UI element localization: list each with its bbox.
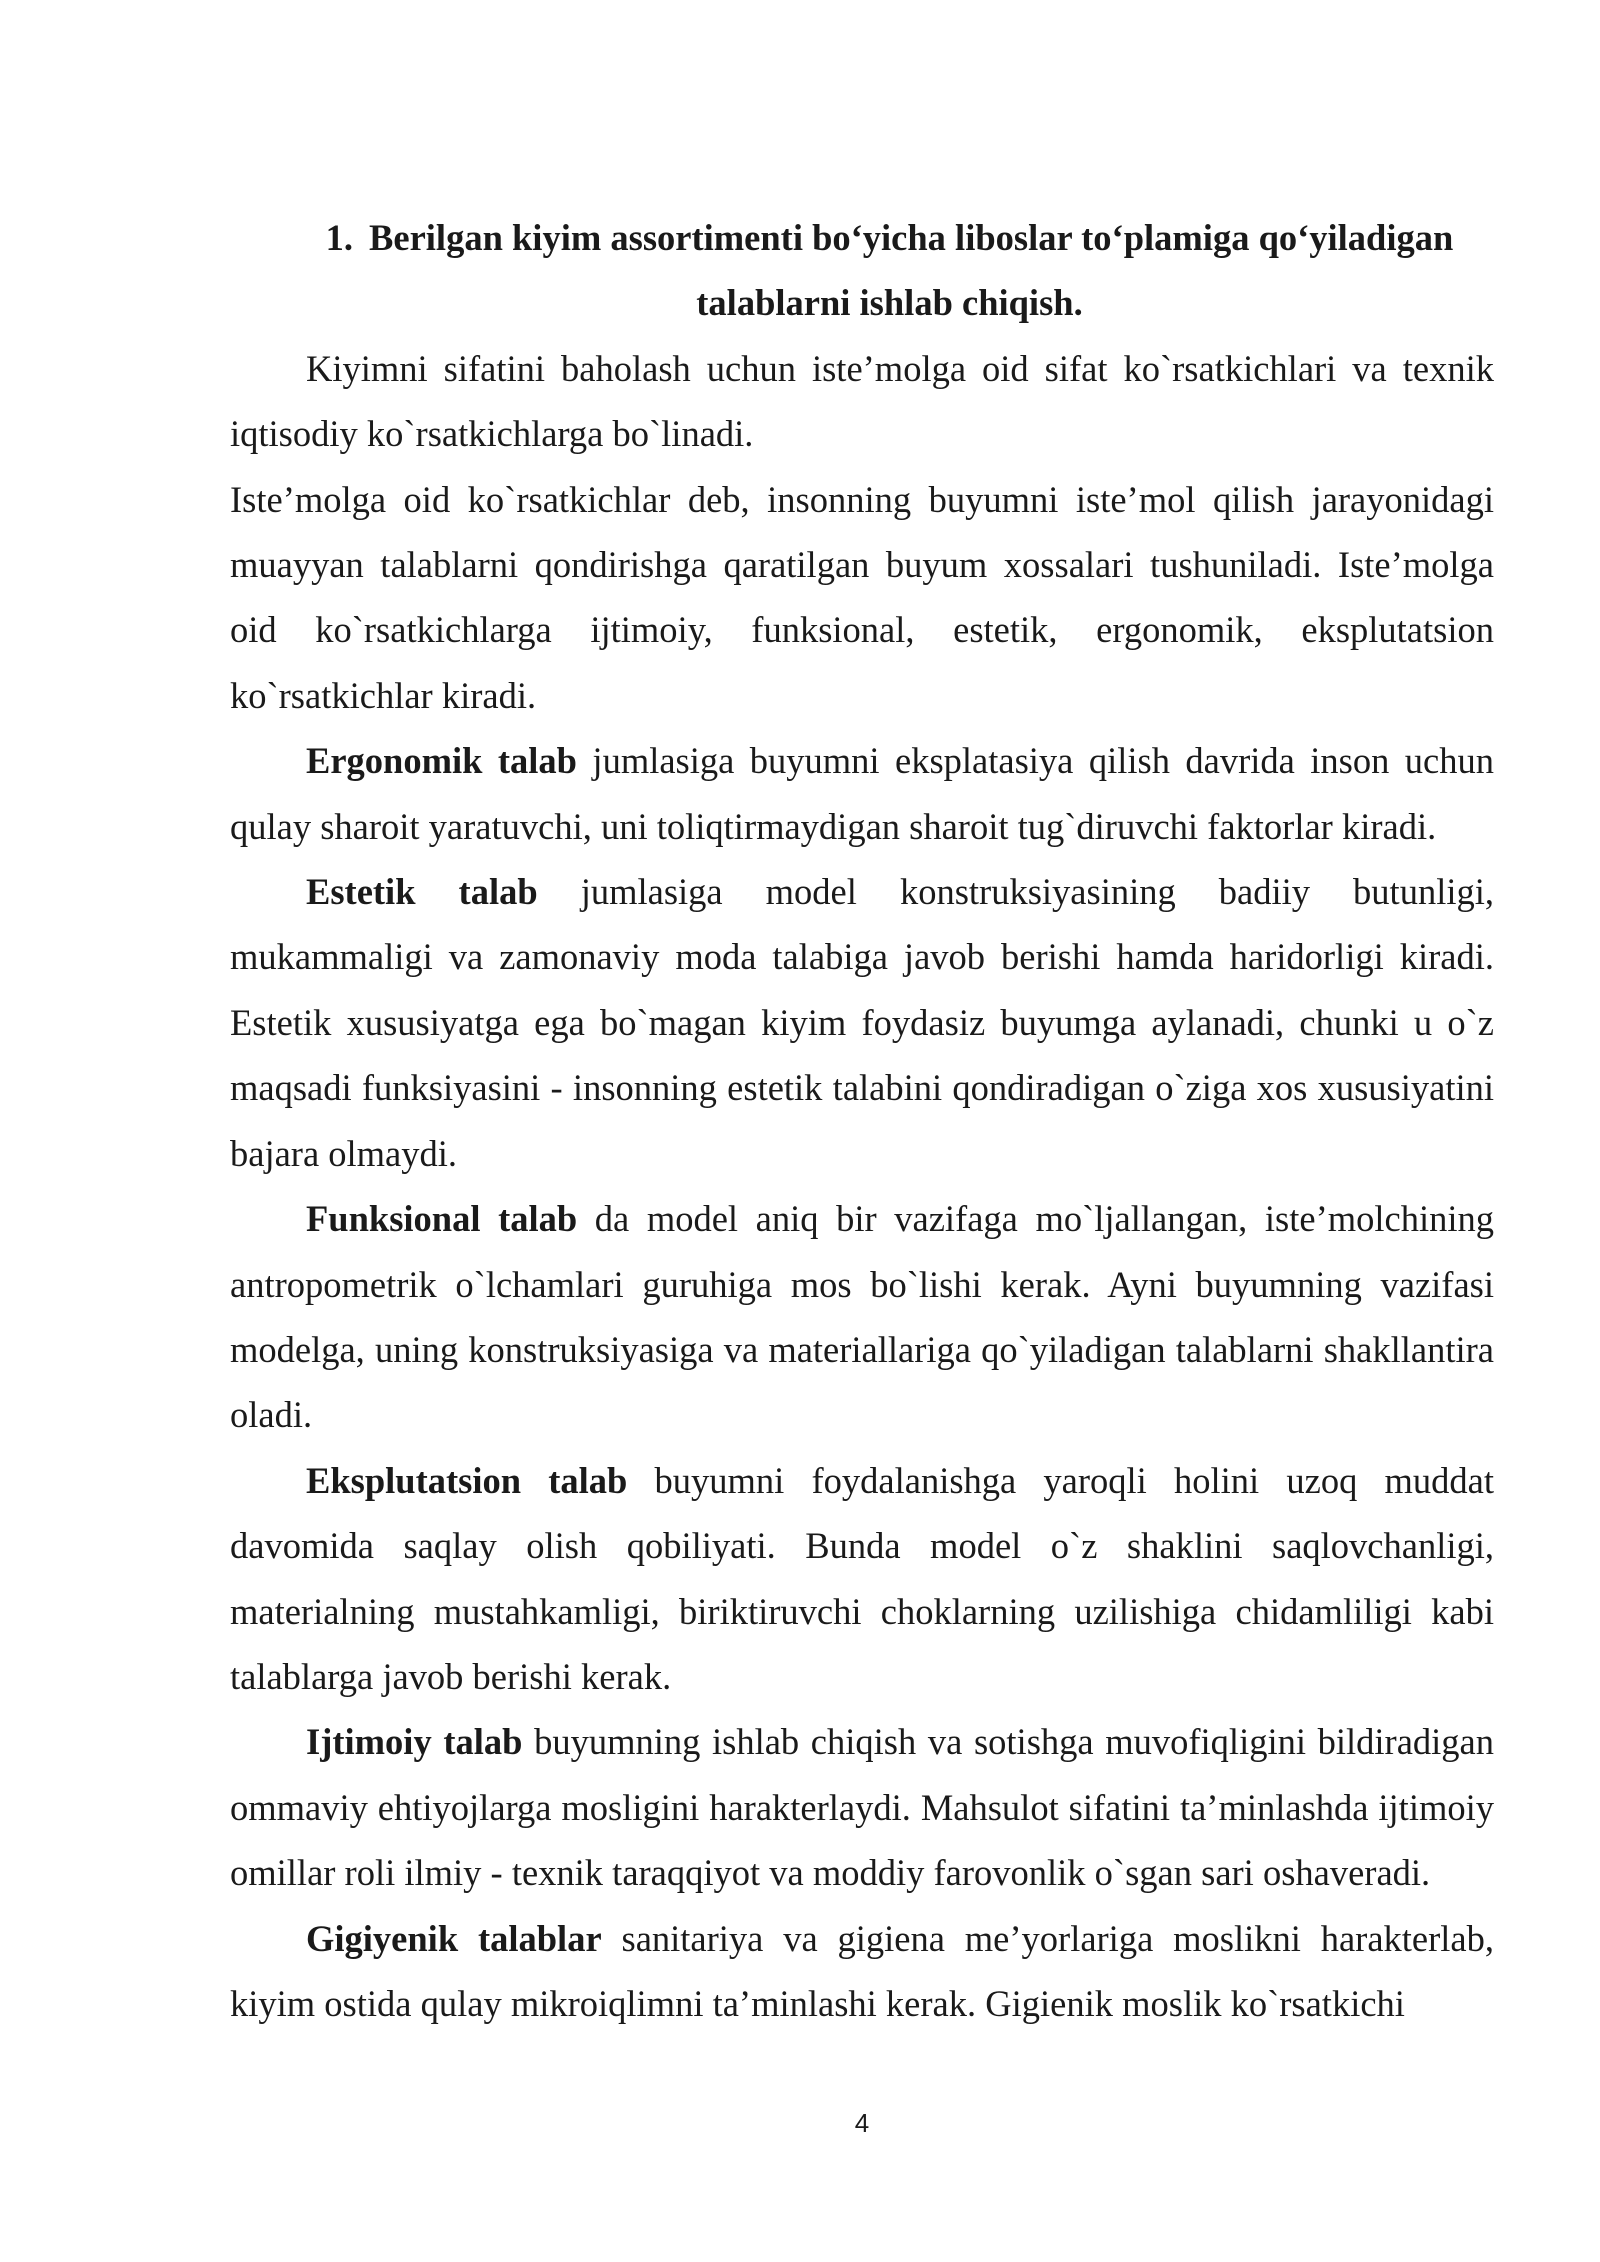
document-page: [230, 205, 1494, 2036]
heading-number: 1.: [325, 217, 354, 258]
aesthetic-paragraph: [230, 859, 1494, 1186]
term-label: Gigiyenik talablar: [306, 1917, 602, 1959]
term-description: buyumni foydalanishga yaroqli holini uzoq muddat davomida saqlay olish qobiliyati. Bunda model o`z shaklini saqlovchanligi, materialning mustahkamligi, biriktiruvchi choklarning uzilishiga chidamliligi kabi talablarga javob berishi kerak.: [230, 1459, 1494, 1697]
heading-text: Berilgan kiyim assortimenti bo‘yicha liboslar to‘plamiga qo‘yiladigan talablarni ishlab chiqish.: [369, 217, 1454, 324]
section-heading: [230, 205, 1494, 336]
term-description: jumlasiga model konstruksiyasining badiiy butunligi, mukammaligi va zamonaviy moda talabiga javob berishi hamda haridorligi kiradi. Estetik xususiyatga ega bo`magan kiyim foydasiz buyumga aylanadi, chunki u o`z maqsadi funksiyasini - insonning estetik talabini qondiradigan o`ziga xos xususiyatini bajara olmaydi.: [230, 871, 1494, 1174]
term-label: Funksional talab: [306, 1198, 578, 1240]
term-description: jumlasiga buyumni eksplatasiya qilish davrida inson uchun qulay sharoit yaratuvchi, uni toliqtirmaydigan sharoit tug`diruvchi faktorlar kiradi.: [230, 740, 1494, 847]
term-label: Ergonomik talab: [306, 740, 577, 782]
hygienic-paragraph: [230, 1906, 1494, 2037]
operational-paragraph: [230, 1448, 1494, 1710]
term-label: Estetik talab: [306, 871, 538, 913]
term-description: buyumning ishlab chiqish va sotishga muvofiqligini bildiradigan ommaviy ehtiyojlarga mosligini harakterlaydi. Mahsulot sifatini ta’minlashda ijtimoiy omillar roli ilmiy - texnik taraqqiyot va moddiy farovonlik o`sgan sari oshaveradi.: [230, 1721, 1494, 1894]
term-description: da model aniq bir vazifaga mo`ljallangan, iste’molchining antropometrik o`lchamlari guruhiga mos bo`lishi kerak. Ayni buyumning vazifasi modelga, uning konstruksiyasiga va materiallariga qo`yiladigan talablarni shakllantira oladi.: [230, 1198, 1495, 1436]
page-number: 4: [854, 2108, 870, 2138]
ergonomic-paragraph: [230, 728, 1494, 859]
term-description: sanitariya va gigiena me’yorlariga moslikni harakterlab, kiyim ostida qulay mikroiqlimni ta’minlashi kerak. Gigienik moslik ko`rsatkichi: [230, 1917, 1494, 2024]
functional-paragraph: [230, 1186, 1494, 1448]
intro-paragraph: Kiyimni sifatini baholash uchun iste’molga oid sifat ko`rsatkichlari va texnik iqtisodiy ko`rsatkichlarga bo`linadi.: [230, 347, 1494, 455]
social-paragraph: [230, 1709, 1494, 1905]
term-label: Eksplutatsion talab: [306, 1459, 628, 1501]
intro-paragraph: Iste’molga oid ko`rsatkichlar deb, insonning buyumni iste’mol qilish jarayonidagi muayyan talablarni qondirishga qaratilgan buyum xossalari tushuniladi. Iste’molga oid ko`rsatkichlarga ijtimoiy, funksional, estetik, ergonomik, eksplutatsion ko`rsatkichlar kiradi.: [230, 478, 1494, 716]
term-label: Ijtimoiy talab: [306, 1721, 523, 1763]
